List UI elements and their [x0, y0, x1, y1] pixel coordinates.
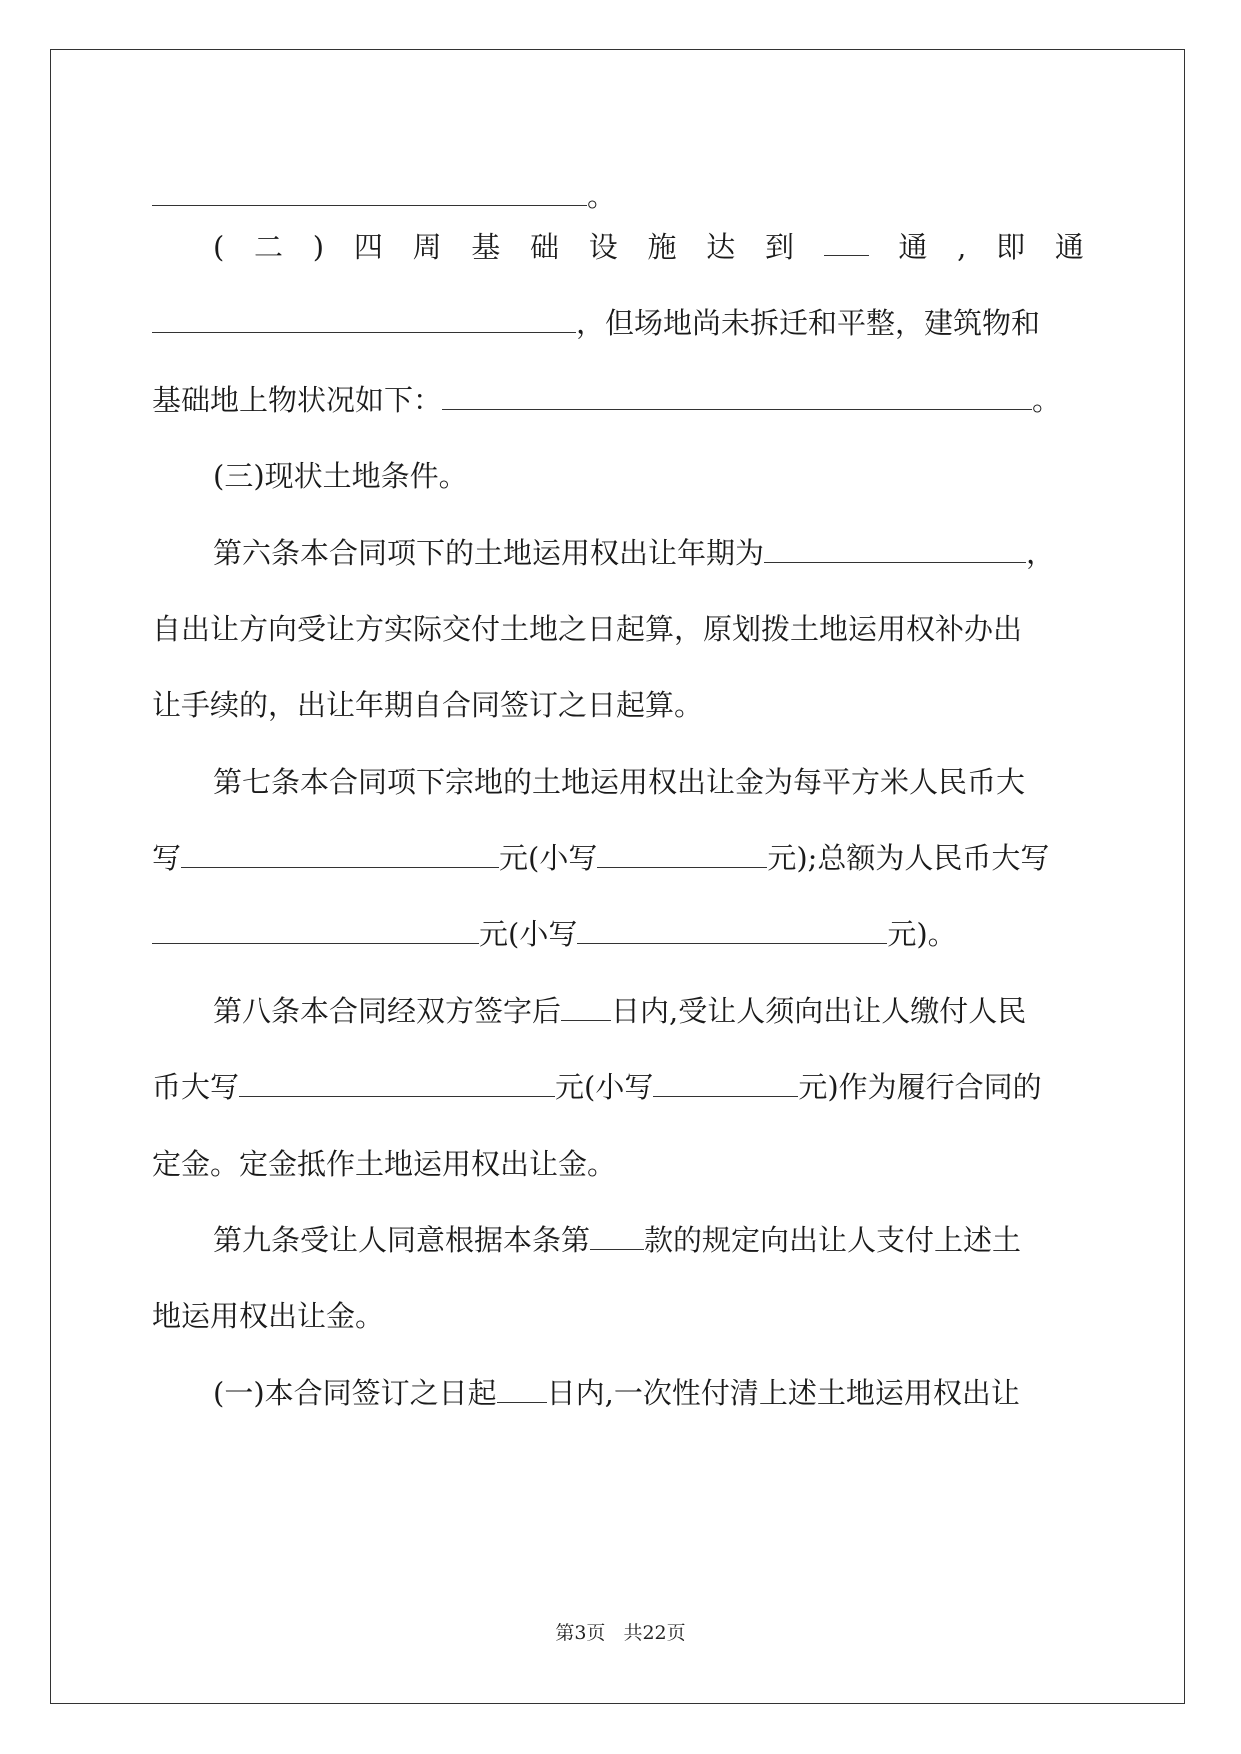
char: 设 [588, 230, 618, 264]
text: 元)作为履行合同的 [798, 1070, 1042, 1104]
text: 第九条受让人同意根据本条第 [213, 1223, 591, 1257]
blank-field[interactable] [152, 304, 576, 333]
blank-field[interactable] [597, 839, 767, 868]
line-2 [213, 227, 1084, 267]
blank-field[interactable] [824, 227, 869, 256]
char: 二 [254, 230, 284, 264]
text: 元(小写 [499, 841, 598, 875]
blank-field[interactable] [442, 381, 1032, 410]
line-15 [213, 1220, 1084, 1260]
text: 元(小写 [555, 1070, 654, 1104]
line-8 [152, 685, 1084, 725]
char: 到 [764, 230, 794, 264]
blank-field[interactable] [561, 992, 611, 1021]
line-7 [152, 609, 1084, 649]
text: 第七条本合同项下宗地的土地运用权出让金为每平方米人民币大 [213, 765, 1026, 799]
line-1 [152, 176, 1084, 216]
text: 基础地上物状况如下： [152, 383, 443, 417]
text: 。 [587, 179, 617, 213]
text: 自出让方向受让方实际交付土地之日起算，原划拨土地运用权补办出 [152, 612, 1023, 646]
text: 。 [1032, 383, 1062, 417]
page-footer [0, 1618, 1241, 1645]
text: 元);总额为人民币大写 [767, 841, 1050, 875]
text: (一)本合同签订之日起 [213, 1376, 497, 1410]
line-3 [152, 303, 1084, 343]
text: 元)。 [887, 917, 957, 951]
char: 通 [1054, 230, 1084, 264]
char: , [957, 230, 967, 264]
char: 周 [412, 230, 442, 264]
line-9 [213, 762, 1084, 802]
char: 基 [471, 230, 501, 264]
text: 地运用权出让金。 [152, 1299, 385, 1333]
text: 让手续的，出让年期自合同签订之日起算。 [152, 688, 704, 722]
text: 款的规定向出让人支付上述土 [644, 1223, 1022, 1257]
char: 施 [647, 230, 677, 264]
char: 四 [353, 230, 383, 264]
char: ) [312, 230, 325, 264]
text: 币大写 [152, 1070, 240, 1104]
text: 第六条本合同项下的土地运用权出让年期为 [213, 536, 765, 570]
char: 即 [996, 230, 1026, 264]
line-5 [213, 456, 1084, 496]
text: 定金。定金抵作土地运用权出让金。 [152, 1147, 617, 1181]
blank-field[interactable] [590, 1221, 644, 1250]
text: 写 [152, 841, 182, 875]
line-11 [152, 914, 1084, 954]
char: 通 [898, 230, 928, 264]
line-17 [213, 1373, 1084, 1413]
page-number: 第3页 [555, 1622, 606, 1644]
blank-field[interactable] [577, 915, 887, 944]
text: 元(小写 [479, 917, 578, 951]
text: 日内,受让人须向出让人缴付人民 [611, 994, 1027, 1028]
blank-field[interactable] [764, 534, 1026, 563]
blank-field[interactable] [181, 839, 499, 868]
char: 础 [530, 230, 560, 264]
text: 日内,一次性付清上述土地运用权出让 [546, 1376, 1020, 1410]
line-13 [152, 1067, 1084, 1107]
char: 达 [706, 230, 736, 264]
page-total: 共22页 [623, 1622, 686, 1644]
text: ， [1026, 536, 1056, 570]
blank-field[interactable] [152, 915, 479, 944]
line-4 [152, 380, 1084, 420]
line-16 [152, 1296, 1084, 1336]
text: 第八条本合同经双方签字后 [213, 994, 562, 1028]
blank-field[interactable] [152, 177, 587, 206]
blank-field[interactable] [653, 1068, 798, 1097]
line-6 [213, 533, 1084, 573]
blank-field[interactable] [239, 1068, 555, 1097]
line-14 [152, 1144, 1084, 1184]
char: ( [213, 230, 225, 264]
line-12 [213, 991, 1084, 1031]
blank-field[interactable] [497, 1374, 547, 1403]
text: ，但场地尚未拆迁和平整，建筑物和 [576, 306, 1041, 340]
text: (三)现状土地条件。 [213, 459, 468, 493]
line-10 [152, 838, 1084, 878]
